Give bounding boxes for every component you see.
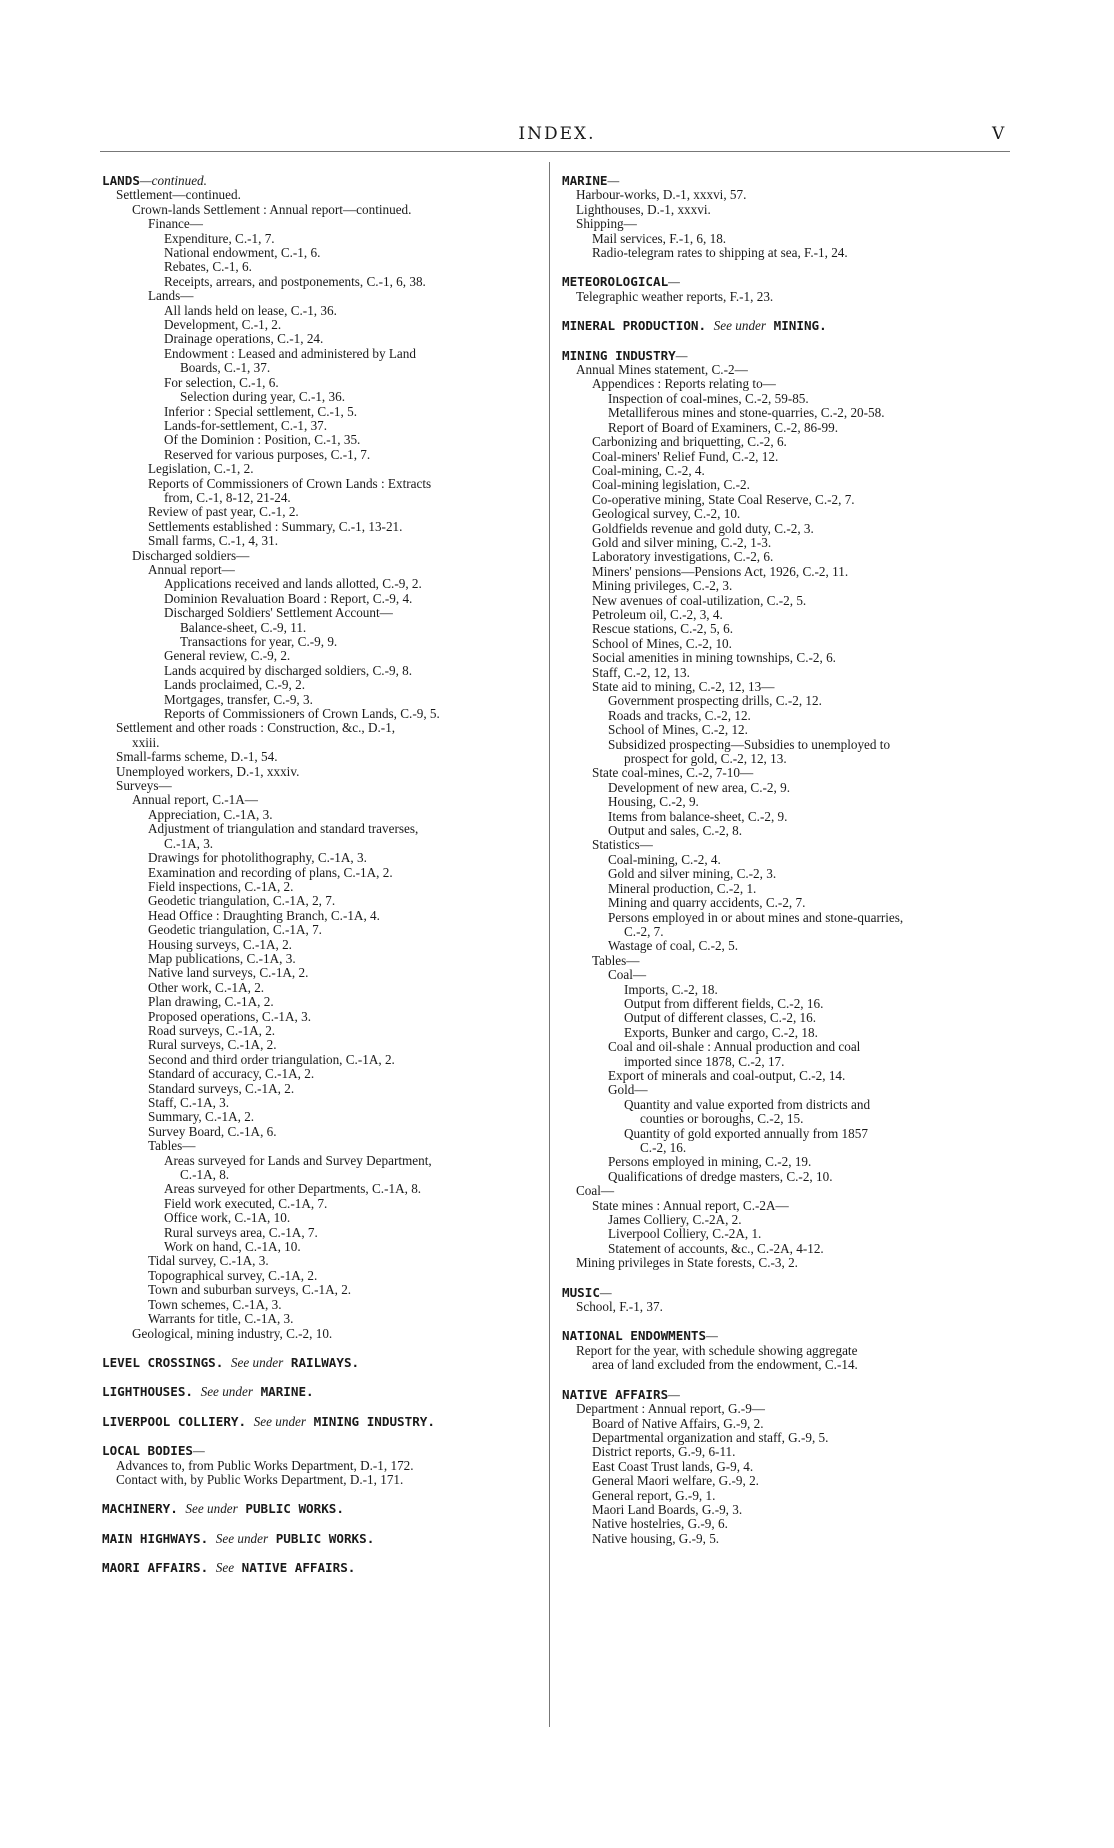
see-reference: See under: [200, 1384, 253, 1400]
section-spacer: [102, 1517, 542, 1532]
index-entry: Statistics—: [592, 837, 653, 853]
index-entry: Rebates, C.-1, 6.: [164, 259, 252, 275]
index-entry: Carbonizing and briquetting, C.-2, 6.: [592, 434, 787, 450]
index-entry: xxiii.: [132, 734, 160, 750]
index-entry: Housing surveys, C.-1A, 2.: [148, 936, 292, 952]
index-entry: Discharged Soldiers' Settlement Account—: [164, 605, 393, 621]
index-entry: Other work, C.-1A, 2.: [148, 979, 265, 995]
heading-text: MAIN HIGHWAYS.: [102, 1530, 209, 1546]
index-entry: Maori Land Boards, G.-9, 3.: [592, 1501, 743, 1517]
index-entry: Second and third order triangulation, C.-1A, 2.: [148, 1051, 395, 1067]
index-entry: Finance—: [148, 216, 203, 232]
index-entry: Legislation, C.-1, 2.: [148, 461, 254, 477]
index-entry: Work on hand, C.-1A, 10.: [164, 1239, 301, 1255]
index-entry: Lands—: [148, 288, 194, 304]
heading-continuation: —: [675, 347, 688, 363]
index-entry: Dominion Revaluation Board : Report, C.-9, 4.: [164, 590, 413, 606]
index-entry: Drawings for photolithography, C.-1A, 3.: [148, 850, 367, 866]
section-spacer: [562, 1271, 1002, 1286]
heading-continuation: —continued.: [139, 173, 207, 188]
index-entry: Exports, Bunker and cargo, C.-2, 18.: [624, 1024, 818, 1040]
index-entry: Rescue stations, C.-2, 5, 6.: [592, 621, 734, 637]
heading-text: NATIONAL ENDOWMENTS: [562, 1328, 707, 1344]
see-target: NATIVE AFFAIRS.: [241, 1560, 356, 1576]
index-entry: Harbour-works, D.-1, xxxvi, 57.: [576, 187, 747, 203]
index-entry: Liverpool Colliery, C.-2A, 1.: [608, 1226, 762, 1242]
index-entry: Mail services, F.-1, 6, 18.: [592, 230, 727, 246]
index-entry: School of Mines, C.-2, 12.: [608, 722, 748, 738]
index-entry: Review of past year, C.-1, 2.: [148, 504, 299, 520]
index-entry: State coal-mines, C.-2, 7-10—: [592, 765, 754, 781]
index-entry: Departmental organization and staff, G.-9, 5.: [592, 1429, 829, 1445]
index-entry: prospect for gold, C.-2, 12, 13.: [624, 751, 787, 767]
index-entry: Native housing, G.-9, 5.: [592, 1530, 720, 1546]
section-spacer: [562, 304, 1002, 319]
index-entry: Transactions for year, C.-9, 9.: [180, 634, 338, 649]
index-entry: Plan drawing, C.-1A, 2.: [148, 994, 274, 1010]
index-entry: Persons employed in or about mines and stone-quarries,: [608, 909, 904, 925]
index-entry: Settlement—continued.: [116, 187, 241, 203]
index-entry: Areas surveyed for Lands and Survey Department,: [164, 1152, 432, 1168]
index-entry: Appreciation, C.-1A, 3.: [148, 806, 273, 822]
index-entry: Lands proclaimed, C.-9, 2.: [164, 677, 305, 693]
index-entry: District reports, G.-9, 6-11.: [592, 1444, 736, 1460]
index-entry: Shipping—: [576, 216, 637, 232]
index-entry: C.-2, 7.: [624, 923, 664, 939]
index-entry: Crown-lands Settlement : Annual report—continued.: [132, 201, 412, 217]
index-entry: Receipts, arrears, and postponements, C.-1, 6, 38.: [164, 273, 426, 289]
index-entry: Inspection of coal-mines, C.-2, 59-85.: [608, 390, 809, 406]
index-entry: Reports of Commissioners of Crown Lands, C.-9, 5.: [164, 706, 440, 722]
index-entry: Coal-mining legislation, C.-2.: [592, 477, 750, 493]
heading-text: MINING INDUSTRY: [562, 347, 676, 363]
index-entry: Rural surveys, C.-1A, 2.: [148, 1037, 277, 1053]
heading-continuation: —: [668, 1386, 680, 1402]
index-entry: Gold and silver mining, C.-2, 1-3.: [592, 534, 772, 550]
index-entry: Department : Annual report, G.-9—: [576, 1401, 765, 1417]
see-target: PUBLIC WORKS.: [245, 1501, 344, 1517]
heading-text: MACHINERY.: [102, 1501, 178, 1517]
index-entry: Output of different classes, C.-2, 16.: [624, 1010, 817, 1026]
index-entry: Staff, C.-2, 12, 13.: [592, 664, 690, 680]
heading-text: LANDS: [102, 173, 140, 188]
index-entry: Survey Board, C.-1A, 6.: [148, 1123, 277, 1139]
index-entry: Gold—: [608, 1082, 648, 1098]
index-entry: Drainage operations, C.-1, 24.: [164, 331, 324, 347]
index-entry: Settlements established : Summary, C.-1, 13-21.: [148, 518, 403, 534]
index-entry: New avenues of coal-utilization, C.-2, 5.: [592, 592, 807, 608]
heading-text: LIGHTHOUSES.: [102, 1384, 193, 1400]
index-entry: Annual Mines statement, C.-2—: [576, 362, 748, 378]
index-entry: Persons employed in mining, C.-2, 19.: [608, 1154, 812, 1170]
column-divider: [549, 162, 550, 1727]
index-entry: Reports of Commissioners of Crown Lands : Extracts: [148, 475, 432, 491]
index-heading: [562, 174, 1002, 188]
index-entry: Warrants for title, C.-1A, 3.: [148, 1311, 294, 1327]
index-entry: Tables—: [148, 1138, 196, 1154]
see-target: MINING.: [773, 318, 827, 334]
index-entry: Housing, C.-2, 9.: [608, 794, 699, 810]
index-heading: [102, 1385, 542, 1399]
index-entry: Metalliferous mines and stone-quarries, C.-2, 20-58.: [608, 405, 885, 421]
index-entry: Subsidized prospecting—Subsidies to unemployed to: [608, 736, 891, 752]
index-entry: Topographical survey, C.-1A, 2.: [148, 1267, 318, 1283]
index-entry: Map publications, C.-1A, 3.: [148, 950, 296, 966]
index-entry: Settlement and other roads : Construction, &c., D.-1,: [116, 720, 396, 736]
index-entry: Radio-telegram rates to shipping at sea, F.-1, 24.: [592, 245, 848, 261]
index-entry: Qualifications of dredge masters, C.-2, 10.: [608, 1168, 833, 1184]
index-entry: Geological survey, C.-2, 10.: [592, 506, 741, 522]
page-number: V: [992, 124, 1005, 144]
index-entry: General report, G.-9, 1.: [592, 1487, 716, 1503]
index-entry: Summary, C.-1A, 2.: [148, 1109, 255, 1125]
index-entry: Boards, C.-1, 37.: [180, 360, 271, 376]
index-entry: Standard of accuracy, C.-1A, 2.: [148, 1066, 315, 1082]
index-entry: Staff, C.-1A, 3.: [148, 1095, 230, 1110]
index-entry: counties or boroughs, C.-2, 15.: [640, 1111, 804, 1127]
index-heading: [102, 174, 542, 188]
index-entry: Report for the year, with schedule showing aggregate: [576, 1342, 858, 1358]
index-entry: Lands-for-settlement, C.-1, 37.: [164, 417, 328, 433]
heading-continuation: —: [193, 1443, 205, 1459]
index-entry: Geological, mining industry, C.-2, 10.: [132, 1325, 333, 1341]
index-entry: Output and sales, C.-2, 8.: [608, 823, 743, 839]
section-spacer: [562, 1314, 1002, 1329]
index-entry: General review, C.-9, 2.: [164, 648, 291, 664]
index-entry: Items from balance-sheet, C.-2, 9.: [608, 808, 788, 824]
index-entry: Field work executed, C.-1A, 7.: [164, 1195, 328, 1211]
index-entry: Geodetic triangulation, C.-1A, 7.: [148, 922, 322, 938]
section-spacer: [102, 1400, 542, 1415]
index-entry: Development, C.-1, 2.: [164, 317, 282, 333]
index-heading: [102, 1356, 542, 1370]
index-entry: Office work, C.-1A, 10.: [164, 1210, 291, 1226]
index-entry: Standard surveys, C.-1A, 2.: [148, 1080, 295, 1096]
heading-text: LIVERPOOL COLLIERY.: [102, 1413, 247, 1429]
see-reference: See under: [185, 1501, 238, 1517]
heading-continuation: —: [599, 1284, 612, 1300]
index-entry: State aid to mining, C.-2, 12, 13—: [592, 679, 775, 694]
section-spacer: [102, 1341, 542, 1356]
index-entry: Imports, C.-2, 18.: [624, 981, 718, 997]
index-entry: Development of new area, C.-2, 9.: [608, 779, 790, 795]
index-entry: James Colliery, C.-2A, 2.: [608, 1212, 742, 1228]
heading-text: MINERAL PRODUCTION.: [562, 318, 707, 334]
heading-text: LOCAL BODIES: [102, 1443, 193, 1459]
index-entry: Miners' pensions—Pensions Act, 1926, C.-2, 11.: [592, 563, 849, 579]
index-entry: Rural surveys area, C.-1A, 7.: [164, 1224, 318, 1240]
section-spacer: [102, 1429, 542, 1444]
index-entry: Small farms, C.-1, 4, 31.: [148, 533, 279, 549]
index-heading: [102, 1532, 542, 1546]
index-entry: Export of minerals and coal-output, C.-2, 14.: [608, 1067, 846, 1083]
index-entry: Social amenities in mining townships, C.-2, 6.: [592, 650, 836, 666]
index-entry: Tables—: [592, 952, 640, 968]
index-entry: Gold and silver mining, C.-2, 3.: [608, 866, 777, 882]
index-entry: Mining privileges in State forests, C.-3, 2.: [576, 1255, 798, 1271]
see-target: MINING INDUSTRY.: [313, 1413, 435, 1429]
index-entry: Report of Board of Examiners, C.-2, 86-99.: [608, 419, 839, 435]
index-entry: Statement of accounts, &c., C.-2A, 4-12.: [608, 1240, 824, 1256]
see-reference: See under: [713, 318, 767, 334]
index-entry: Quantity and value exported from districts and: [624, 1096, 871, 1112]
index-heading: [102, 1561, 542, 1575]
index-entry: Annual report, C.-1A—: [132, 792, 258, 808]
index-entry: C.-1A, 3.: [164, 835, 214, 851]
index-entry: Tidal survey, C.-1A, 3.: [148, 1253, 269, 1269]
index-entry: Annual report—: [148, 561, 235, 577]
index-entry: Coal-miners' Relief Fund, C.-2, 12.: [592, 448, 779, 464]
see-target: PUBLIC WORKS.: [275, 1530, 375, 1546]
index-entry: from, C.-1, 8-12, 21-24.: [164, 489, 291, 505]
see-reference: See under: [253, 1413, 307, 1429]
index-entry: Lands acquired by discharged soldiers, C.-9, 8.: [164, 662, 413, 678]
heading-text: METEOROLOGICAL: [562, 274, 669, 290]
index-entry: Town schemes, C.-1A, 3.: [148, 1296, 282, 1312]
index-entry: National endowment, C.-1, 6.: [164, 245, 321, 261]
index-entry: Roads and tracks, C.-2, 12.: [608, 707, 751, 723]
index-entry: Town and suburban surveys, C.-1A, 2.: [148, 1282, 352, 1298]
index-entry: Applications received and lands allotted, C.-9, 2.: [164, 576, 422, 592]
index-entry: Inferior : Special settlement, C.-1, 5.: [164, 403, 357, 419]
heading-continuation: —: [668, 274, 680, 290]
index-entry: Areas surveyed for other Departments, C.-1A, 8.: [164, 1181, 422, 1197]
index-heading: [562, 1286, 1002, 1300]
index-entry: Output from different fields, C.-2, 16.: [624, 995, 824, 1011]
index-entry: Quantity of gold exported annually from 1857: [624, 1125, 868, 1141]
index-entry: Coal-mining, C.-2, 4.: [592, 462, 705, 478]
index-entry: Coal-mining, C.-2, 4.: [608, 851, 721, 867]
index-entry: Coal—: [576, 1183, 615, 1199]
index-heading: [562, 1329, 1002, 1343]
see-target: RAILWAYS.: [290, 1354, 360, 1370]
index-entry: Lighthouses, D.-1, xxxvi.: [576, 201, 711, 217]
index-entry: State mines : Annual report, C.-2A—: [592, 1197, 789, 1213]
index-entry: Mineral production, C.-2, 1.: [608, 880, 757, 896]
index-heading: [562, 319, 1002, 333]
index-entry: School, F.-1, 37.: [576, 1299, 663, 1315]
heading-text: NATIVE AFFAIRS: [562, 1386, 669, 1402]
index-entry: School of Mines, C.-2, 10.: [592, 635, 732, 651]
heading-text: MUSIC: [562, 1284, 600, 1300]
index-entry: Telegraphic weather reports, F.-1, 23.: [576, 288, 774, 304]
index-entry: imported since 1878, C.-2, 17.: [624, 1053, 785, 1069]
index-heading: [562, 1388, 1002, 1402]
index-entry: Board of Native Affairs, G.-9, 2.: [592, 1415, 764, 1431]
index-entry: Co-operative mining, State Coal Reserve, C.-2, 7.: [592, 491, 855, 507]
index-entry: Laboratory investigations, C.-2, 6.: [592, 549, 774, 565]
index-entry: Small-farms scheme, D.-1, 54.: [116, 749, 278, 765]
index-entry: Field inspections, C.-1A, 2.: [148, 878, 294, 894]
heading-continuation: —: [706, 1328, 718, 1344]
index-entry: Appendices : Reports relating to—: [592, 376, 776, 392]
index-heading: [562, 275, 1002, 289]
index-entry: Selection during year, C.-1, 36.: [180, 389, 346, 405]
index-entry: Endowment : Leased and administered by Land: [164, 345, 416, 361]
index-entry: Adjustment of triangulation and standard traverses,: [148, 821, 419, 837]
heading-text: LEVEL CROSSINGS.: [102, 1354, 224, 1370]
index-heading: [562, 349, 1002, 363]
right-column: [562, 174, 1002, 1546]
index-entry: Coal—: [608, 967, 647, 983]
index-entry: Contact with, by Public Works Department, D.-1, 171.: [116, 1471, 404, 1487]
index-entry: Reserved for various purposes, C.-1, 7.: [164, 446, 371, 462]
index-entry: area of land excluded from the endowment, C.-14.: [592, 1357, 858, 1373]
index-entry: Geodetic triangulation, C.-1A, 2, 7.: [148, 893, 336, 909]
index-entry: For selection, C.-1, 6.: [164, 374, 279, 390]
index-entry: East Coast Trust lands, G-9, 4.: [592, 1458, 754, 1474]
index-entry: Wastage of coal, C.-2, 5.: [608, 938, 739, 954]
index-entry: Coal and oil-shale : Annual production and coal: [608, 1039, 861, 1055]
index-entry: C.-2, 16.: [640, 1140, 687, 1155]
index-entry: Goldfields revenue and gold duty, C.-2, 3.: [592, 520, 814, 536]
index-entry: Mining privileges, C.-2, 3.: [592, 578, 733, 594]
see-reference: See under: [230, 1354, 284, 1370]
section-spacer: [102, 1546, 542, 1561]
heading-text: MAORI AFFAIRS.: [102, 1560, 209, 1576]
index-heading: [102, 1502, 542, 1516]
header-rule: [100, 151, 1010, 152]
index-entry: Unemployed workers, D.-1, xxxiv.: [116, 763, 300, 779]
heading-text: MARINE: [562, 173, 608, 188]
heading-continuation: —: [607, 173, 620, 188]
index-entry: Mortgages, transfer, C.-9, 3.: [164, 691, 313, 707]
index-entry: Government prospecting drills, C.-2, 12.: [608, 693, 822, 709]
index-entry: Petroleum oil, C.-2, 3, 4.: [592, 606, 723, 622]
see-target: MARINE.: [260, 1384, 314, 1400]
section-spacer: [102, 1370, 542, 1385]
index-entry: Mining and quarry accidents, C.-2, 7.: [608, 895, 806, 911]
index-heading: [102, 1444, 542, 1458]
index-entry: Examination and recording of plans, C.-1A, 2.: [148, 864, 393, 880]
index-entry: C.-1A, 8.: [180, 1167, 230, 1183]
see-reference: See: [215, 1560, 235, 1576]
index-entry: Discharged soldiers—: [132, 547, 250, 563]
index-entry: Native land surveys, C.-1A, 2.: [148, 965, 309, 981]
index-entry: Proposed operations, C.-1A, 3.: [148, 1008, 311, 1024]
section-spacer: [562, 334, 1002, 349]
index-entry: Head Office : Draughting Branch, C.-1A, 4.: [148, 907, 380, 923]
index-entry: All lands held on lease, C.-1, 36.: [164, 302, 337, 318]
page-title: INDEX.: [518, 124, 596, 144]
index-entry: Advances to, from Public Works Department, D.-1, 172.: [116, 1457, 414, 1473]
index-entry: Native hostelries, G.-9, 6.: [592, 1516, 728, 1532]
index-entry: Road surveys, C.-1A, 2.: [148, 1022, 276, 1038]
left-column: [102, 174, 542, 1576]
index-entry: General Maori welfare, G.-9, 2.: [592, 1473, 759, 1489]
index-entry: Of the Dominion : Position, C.-1, 35.: [164, 432, 361, 448]
section-spacer: [102, 1487, 542, 1502]
index-entry: Surveys—: [116, 778, 172, 794]
index-entry: Expenditure, C.-1, 7.: [164, 230, 275, 246]
index-heading: [102, 1415, 542, 1429]
index-entry: Balance-sheet, C.-9, 11.: [180, 619, 307, 635]
see-reference: See under: [215, 1530, 269, 1546]
section-spacer: [562, 260, 1002, 275]
section-spacer: [562, 1373, 1002, 1388]
